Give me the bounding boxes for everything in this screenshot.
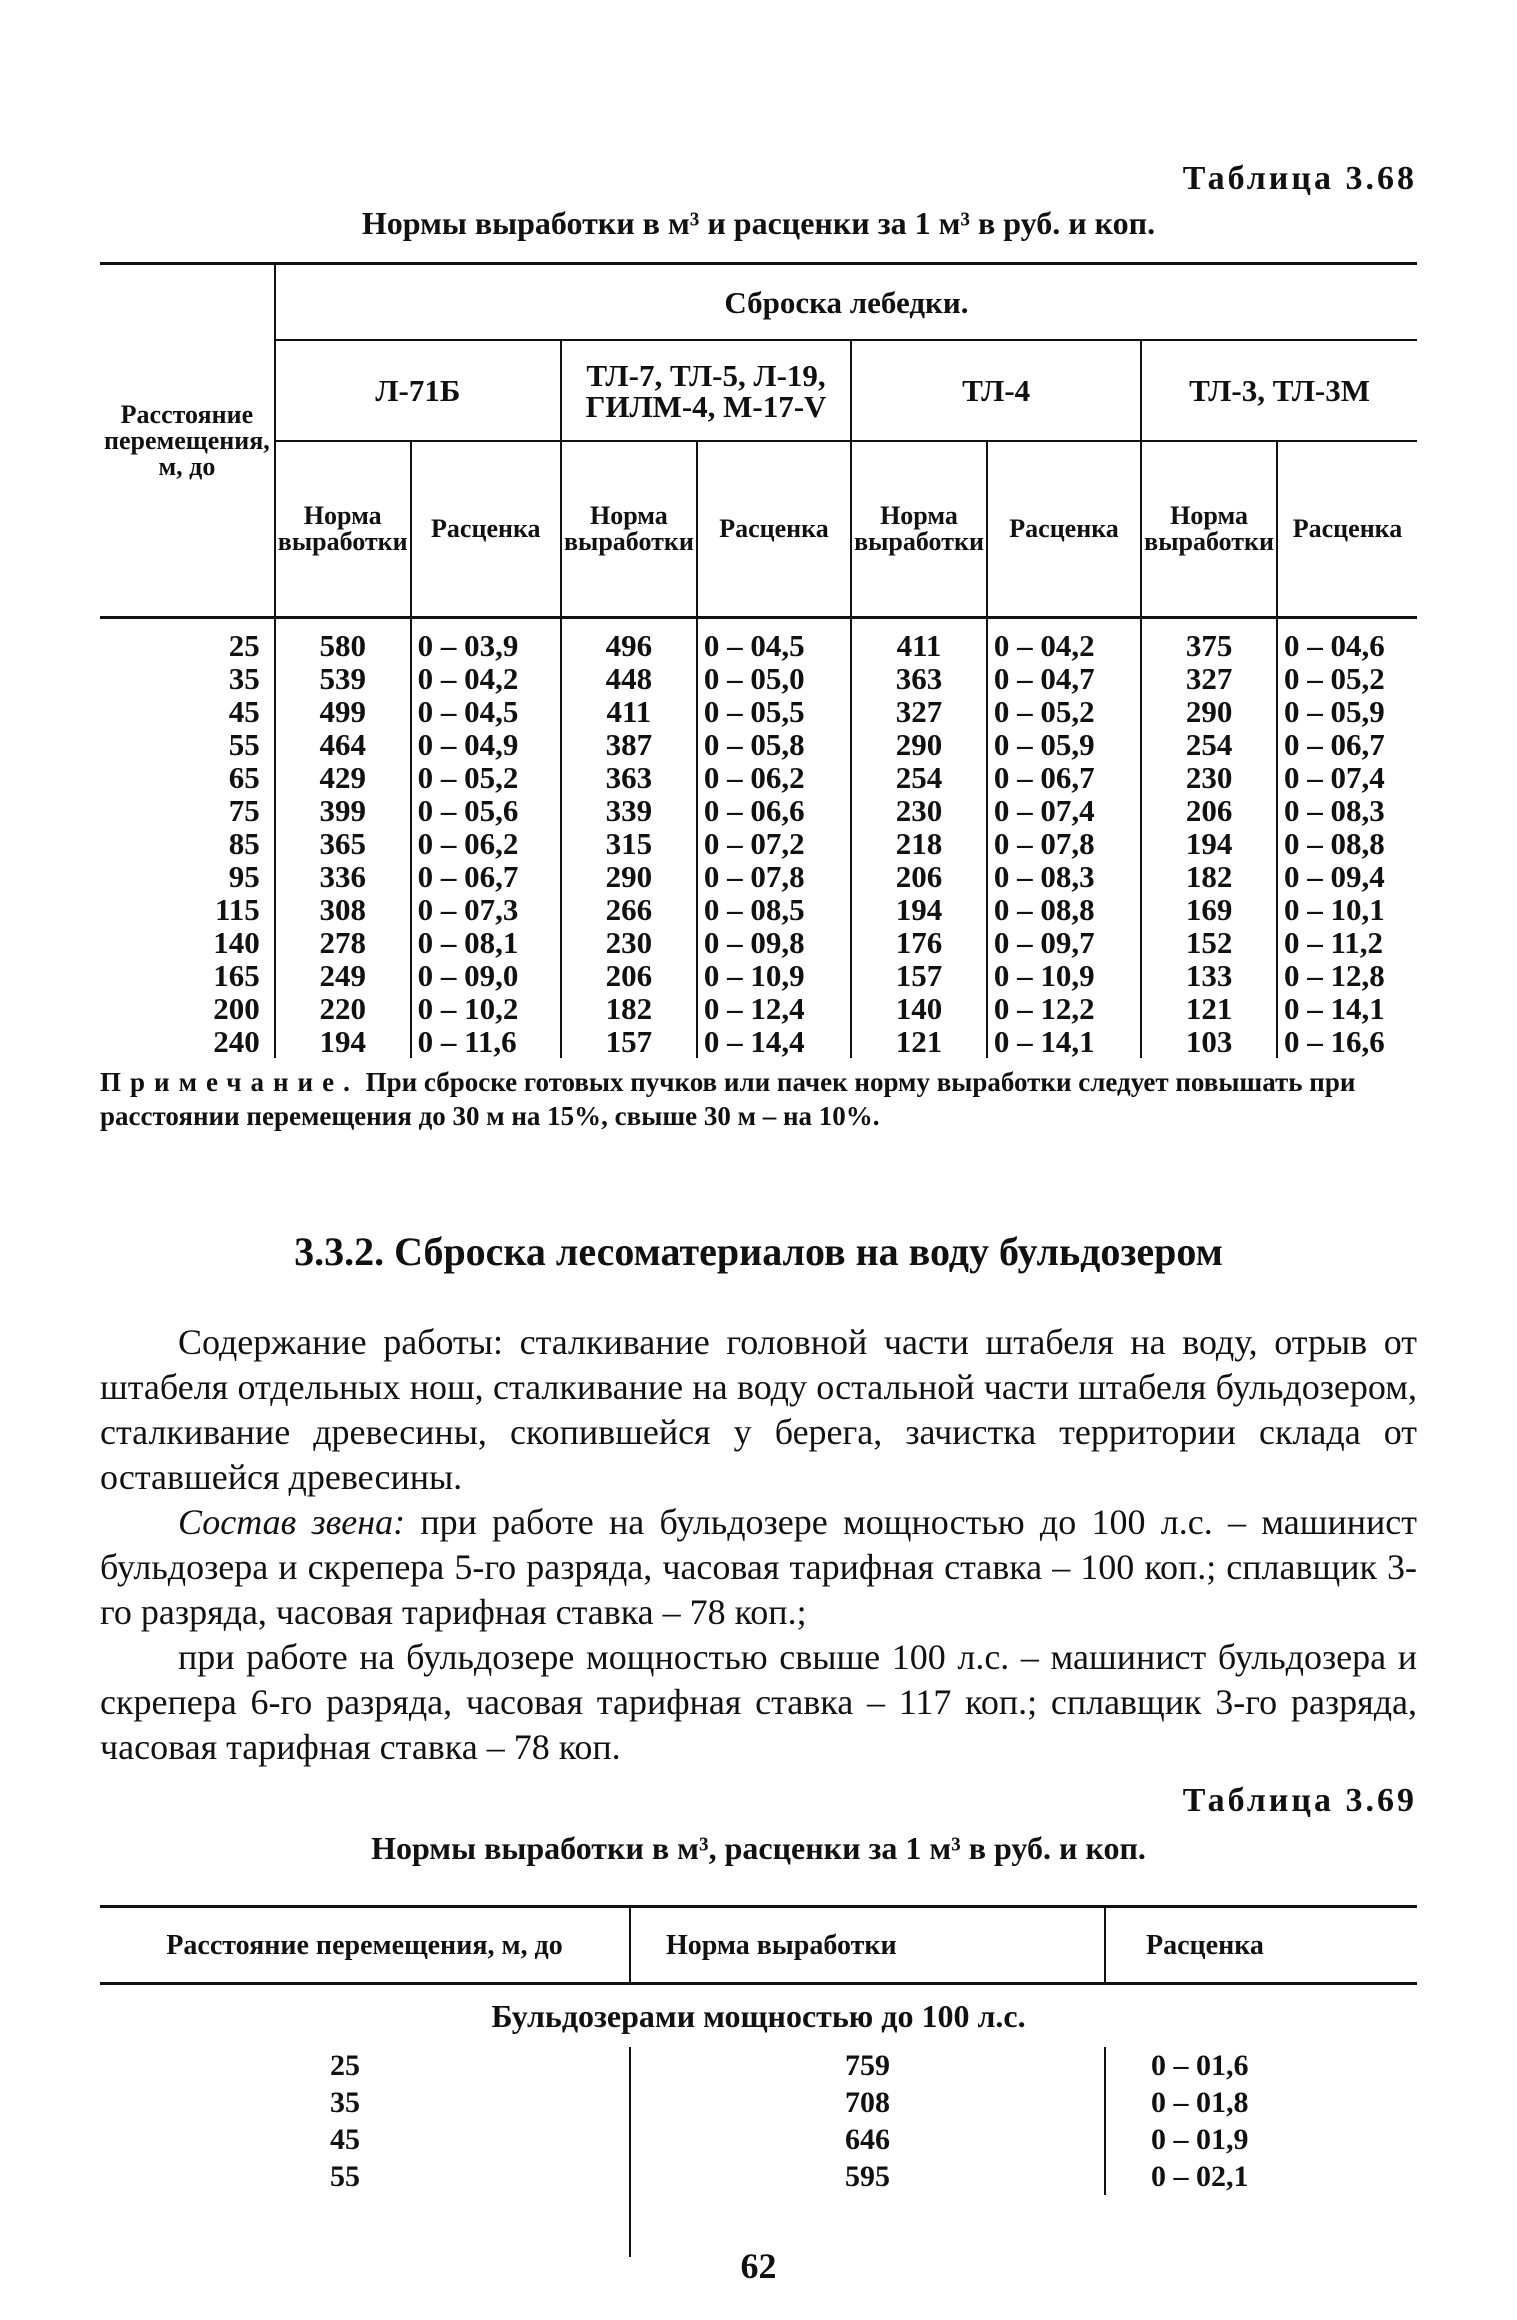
- norm-header: Норма выработки: [1141, 441, 1277, 618]
- row-header: Расстояние перемещения, м, до: [100, 264, 275, 618]
- rate-cell: 0 – 06,2: [697, 761, 851, 794]
- table-row: [100, 1025, 1417, 1058]
- rate-cell: 0 – 14,4: [697, 1025, 851, 1058]
- norm-cell: 646: [630, 2121, 1105, 2158]
- norm-cell: 249: [275, 959, 411, 992]
- table-row: [100, 992, 1417, 1025]
- norm-cell: 290: [851, 728, 987, 761]
- norm-cell: 375: [1141, 618, 1277, 663]
- rate-cell: 0 – 08,5: [697, 893, 851, 926]
- table-68: [100, 262, 1417, 1058]
- rate-cell: 0 – 04,6: [1284, 628, 1385, 663]
- table-69: [100, 1905, 1417, 2257]
- norm-cell: 254: [1141, 728, 1277, 761]
- rate-cell: 0 – 10,1: [1284, 892, 1385, 927]
- rate-cell: 0 – 08,3: [987, 860, 1141, 893]
- table-row: [100, 959, 1417, 992]
- rate-cell: 0 – 08,8: [987, 893, 1141, 926]
- table-row: [100, 794, 1417, 827]
- rate-cell: 0 – 04,5: [411, 695, 561, 728]
- distance-cell: 85: [100, 827, 275, 860]
- distance-cell: 45: [100, 695, 275, 728]
- norm-cell: 327: [1141, 662, 1277, 695]
- rate-cell: 0 – 07,8: [697, 860, 851, 893]
- norm-cell: 336: [275, 860, 411, 893]
- rate-cell: 0 – 14,1: [1284, 991, 1385, 1026]
- norm-cell: 595: [630, 2158, 1105, 2195]
- rate-cell: 0 – 05,8: [697, 728, 851, 761]
- rate-cell: 0 – 09,8: [697, 926, 851, 959]
- rate-header: Расценка: [987, 441, 1141, 618]
- norm-cell: 157: [561, 1025, 697, 1058]
- rate-cell: 0 – 05,0: [697, 662, 851, 695]
- norm-cell: 387: [561, 728, 697, 761]
- rate-cell: 0 – 09,0: [411, 959, 561, 992]
- t69-header-rate: Расценка: [1146, 1929, 1264, 1961]
- norm-cell: 339: [561, 794, 697, 827]
- norm-cell: 308: [275, 893, 411, 926]
- norm-cell: 121: [1141, 992, 1277, 1025]
- rate-cell: 0 – 04,5: [697, 618, 851, 663]
- norm-cell: 429: [275, 761, 411, 794]
- norm-cell: 152: [1141, 926, 1277, 959]
- table-row: [100, 695, 1417, 728]
- distance-cell: 240: [100, 1025, 275, 1058]
- norm-cell: 182: [561, 992, 697, 1025]
- rate-cell: 0 – 05,5: [697, 695, 851, 728]
- norm-cell: 708: [630, 2084, 1105, 2121]
- distance-cell: 65: [100, 761, 275, 794]
- norm-cell: 496: [561, 618, 697, 663]
- group-header: Сброска лебедки.: [275, 264, 1417, 341]
- machine-header-1: Л-71Б: [275, 340, 561, 441]
- norm-cell: 363: [851, 662, 987, 695]
- table-68-label: Таблица 3.68: [1182, 160, 1417, 197]
- norm-cell: 140: [851, 992, 987, 1025]
- distance-cell: 25: [100, 618, 275, 663]
- rate-cell: 0 – 09,7: [987, 926, 1141, 959]
- distance-cell: 140: [100, 926, 275, 959]
- rate-cell: 0 – 11,2: [1284, 925, 1384, 960]
- rate-cell: 0 – 06,7: [411, 860, 561, 893]
- norm-cell: 182: [1141, 860, 1277, 893]
- note-label: Примечание.: [100, 1067, 359, 1097]
- table-row: [100, 2047, 1417, 2084]
- rate-cell: 0 – 14,1: [987, 1025, 1141, 1058]
- content-text: сталкивание головной части штабеля на воду, отрыв от штабеля отдельных нош, сталкивание на воду остальной части штабеля бульдозером, сталкивание древесины, скопившейся у берега, зачистка территории склада от оставшейся древесины.: [100, 1322, 1418, 1497]
- rate-cell: 0 – 08,8: [1284, 826, 1385, 861]
- table-row: [100, 618, 1417, 663]
- norm-cell: 315: [561, 827, 697, 860]
- t69-header-distance: Расстояние перемещения, м, до: [100, 1907, 630, 1984]
- rate-cell: 0 – 01,9: [1151, 2123, 1249, 2156]
- distance-cell: 115: [100, 893, 275, 926]
- machine-header-3: ТЛ-4: [851, 340, 1141, 441]
- norm-header: Норма выработки: [561, 441, 697, 618]
- norm-cell: 133: [1141, 959, 1277, 992]
- norm-cell: 169: [1141, 893, 1277, 926]
- table-row: [100, 926, 1417, 959]
- rate-cell: 0 – 06,7: [987, 761, 1141, 794]
- rate-cell: 0 – 04,9: [411, 728, 561, 761]
- rate-cell: 0 – 11,6: [411, 1025, 561, 1058]
- norm-cell: 218: [851, 827, 987, 860]
- norm-cell: 254: [851, 761, 987, 794]
- rate-cell: 0 – 04,2: [987, 618, 1141, 663]
- norm-cell: 266: [561, 893, 697, 926]
- rate-cell: 0 – 01,6: [1151, 2049, 1249, 2082]
- table-68-note: [100, 1065, 1417, 1133]
- rate-header: Расценка: [697, 441, 851, 618]
- distance-cell: 200: [100, 992, 275, 1025]
- norm-cell: 157: [851, 959, 987, 992]
- distance-cell: 45: [100, 2121, 630, 2158]
- rate-cell: 0 – 05,9: [987, 728, 1141, 761]
- norm-cell: 194: [1141, 827, 1277, 860]
- distance-cell: 35: [100, 662, 275, 695]
- norm-header: Норма выработки: [275, 441, 411, 618]
- rate-cell: 0 – 05,2: [411, 761, 561, 794]
- norm-cell: 194: [275, 1025, 411, 1058]
- rate-cell: 0 – 10,9: [697, 959, 851, 992]
- rate-cell: 0 – 10,9: [987, 959, 1141, 992]
- distance-cell: 55: [100, 2158, 630, 2195]
- rate-cell: 0 – 01,8: [1151, 2086, 1249, 2119]
- norm-cell: 220: [275, 992, 411, 1025]
- rate-cell: 0 – 05,2: [987, 695, 1141, 728]
- crew-text-2: при работе на бульдозере мощностью свыше 100 л.с. – машинист бульдозера и скрепера 6-го разряда, часовая тарифная ставка – 117 коп.; сплавщик 3-го разряда, часовая тарифная ставка – 78 коп.: [100, 1637, 1417, 1767]
- section-heading: 3.3.2. Сброска лесоматериалов на воду бульдозером: [294, 1229, 1223, 1274]
- rate-cell: 0 – 08,1: [411, 926, 561, 959]
- table-row: [100, 662, 1417, 695]
- norm-cell: 363: [561, 761, 697, 794]
- crew-text: при работе на бульдозере мощностью до 100 л.с. – машинист бульдозера и скрепера 5-го разряда, часовая тарифная ставка – 100 коп.; сплавщик 3-го разряда, часовая тарифная ставка – 78 коп.;: [100, 1502, 1417, 1632]
- rate-cell: 0 – 04,7: [987, 662, 1141, 695]
- rate-cell: 0 – 06,7: [1284, 727, 1385, 762]
- norm-cell: 290: [561, 860, 697, 893]
- norm-cell: 206: [851, 860, 987, 893]
- note-text: При сброске готовых пучков или пачек норму выработки следует повышать при расстоянии перемещения до 30 м на 15%, свыше 30 м – на 10%.: [100, 1067, 1356, 1131]
- norm-cell: 290: [1141, 695, 1277, 728]
- table-row: [100, 827, 1417, 860]
- t69-group: Бульдозерами мощностью до 100 л.с.: [491, 1997, 1026, 2034]
- rate-header: Расценка: [411, 441, 561, 618]
- norm-cell: 759: [630, 2047, 1105, 2084]
- distance-cell: 55: [100, 728, 275, 761]
- content-label: Содержание работы:: [178, 1322, 503, 1362]
- norm-cell: 206: [561, 959, 697, 992]
- rate-cell: 0 – 05,6: [411, 794, 561, 827]
- norm-cell: 411: [561, 695, 697, 728]
- machine-header-4: ТЛ-3, ТЛ-3М: [1189, 373, 1371, 408]
- norm-cell: 230: [851, 794, 987, 827]
- rate-cell: 0 – 02,1: [1151, 2160, 1249, 2193]
- norm-cell: 121: [851, 1025, 987, 1058]
- table-row: [100, 893, 1417, 926]
- table-row: [100, 761, 1417, 794]
- rate-cell: 0 – 09,4: [1284, 859, 1385, 894]
- norm-cell: 194: [851, 893, 987, 926]
- norm-cell: 327: [851, 695, 987, 728]
- section-body: [100, 1320, 1417, 1770]
- rate-cell: 0 – 10,2: [411, 992, 561, 1025]
- distance-cell: 165: [100, 959, 275, 992]
- norm-cell: 464: [275, 728, 411, 761]
- rate-cell: 0 – 07,2: [697, 827, 851, 860]
- norm-cell: 411: [851, 618, 987, 663]
- table-69-caption: Нормы выработки в м³, расценки за 1 м³ в руб. и коп.: [371, 1830, 1146, 1866]
- rate-cell: 0 – 07,4: [987, 794, 1141, 827]
- rate-cell: 0 – 12,2: [987, 992, 1141, 1025]
- rate-cell: 0 – 16,6: [1284, 1024, 1385, 1059]
- norm-cell: 230: [561, 926, 697, 959]
- norm-cell: 230: [1141, 761, 1277, 794]
- rate-cell: 0 – 12,8: [1284, 958, 1385, 993]
- machine-header-2: ТЛ-7, ТЛ-5, Л-19, ГИЛМ-4, М-17-V: [561, 340, 851, 441]
- table-row: [100, 2158, 1417, 2195]
- table-68-caption: Нормы выработки в м³ и расценки за 1 м³ в руб. и коп.: [361, 205, 1156, 241]
- norm-cell: 365: [275, 827, 411, 860]
- page-number: 62: [740, 2246, 777, 2286]
- rate-cell: 0 – 06,6: [697, 794, 851, 827]
- t69-header-norm: Норма выработки: [630, 1907, 1105, 1984]
- table-69-label: Таблица 3.69: [1182, 1782, 1417, 1819]
- norm-cell: 278: [275, 926, 411, 959]
- norm-cell: 539: [275, 662, 411, 695]
- norm-cell: 580: [275, 618, 411, 663]
- distance-cell: 95: [100, 860, 275, 893]
- table-row: [100, 728, 1417, 761]
- rate-cell: 0 – 06,2: [411, 827, 561, 860]
- table-row: [100, 2084, 1417, 2121]
- norm-cell: 176: [851, 926, 987, 959]
- crew-label: Состав звена:: [178, 1502, 406, 1542]
- distance-cell: 25: [100, 2047, 630, 2084]
- rate-cell: 0 – 07,3: [411, 893, 561, 926]
- norm-cell: 448: [561, 662, 697, 695]
- rate-cell: 0 – 03,9: [411, 618, 561, 663]
- rate-cell: 0 – 04,2: [411, 662, 561, 695]
- rate-cell: 0 – 07,4: [1284, 760, 1385, 795]
- rate-cell: 0 – 08,3: [1284, 793, 1385, 828]
- norm-cell: 206: [1141, 794, 1277, 827]
- rate-cell: 0 – 05,9: [1284, 694, 1385, 729]
- rate-cell: 0 – 12,4: [697, 992, 851, 1025]
- table-row: [100, 2121, 1417, 2158]
- norm-header: Норма выработки: [851, 441, 987, 618]
- norm-cell: 399: [275, 794, 411, 827]
- distance-cell: 75: [100, 794, 275, 827]
- distance-cell: 35: [100, 2084, 630, 2121]
- rate-cell: 0 – 07,8: [987, 827, 1141, 860]
- rate-header: Расценка: [1292, 514, 1403, 543]
- norm-cell: 499: [275, 695, 411, 728]
- rate-cell: 0 – 05,2: [1284, 661, 1385, 696]
- norm-cell: 103: [1141, 1025, 1277, 1058]
- table-row: [100, 860, 1417, 893]
